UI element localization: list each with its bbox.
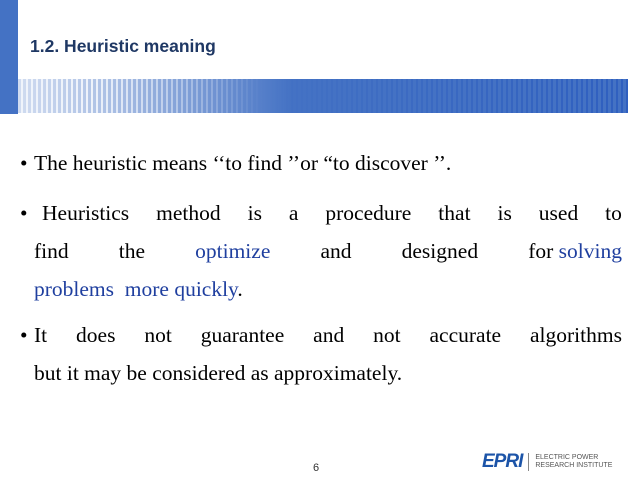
logo-text-line-2: RESEARCH INSTITUTE: [535, 462, 613, 469]
word: and: [320, 239, 352, 263]
solving-term: solving: [558, 239, 622, 263]
side-accent-bar: [0, 0, 18, 114]
bullet-1: [20, 144, 622, 182]
bullet-3: [20, 316, 622, 392]
word: a: [288, 201, 299, 225]
bullet-3-line-2: but it may be considered as approximately.: [34, 361, 403, 385]
word: does: [76, 323, 116, 347]
optimize-term: optimize: [195, 239, 271, 263]
word: and: [313, 323, 345, 347]
header-stripe-fade: [18, 79, 628, 113]
word: the: [118, 239, 146, 263]
word: for: [528, 239, 554, 263]
word: guarantee: [200, 323, 285, 347]
bullet-2-line-1: [34, 194, 622, 232]
word: that: [438, 201, 471, 225]
epri-logo: [482, 452, 612, 472]
bullet-1-text: The heuristic means ‘‘to find ’’or “to discover ’’.: [34, 151, 452, 175]
word: accurate: [429, 323, 502, 347]
bullet-2: [20, 194, 622, 308]
period: .: [237, 277, 243, 301]
word: used: [538, 201, 579, 225]
page-number: 6: [313, 462, 320, 474]
word: is: [497, 201, 512, 225]
word: procedure: [325, 201, 412, 225]
word: to: [605, 201, 622, 225]
logo-divider: [528, 453, 529, 471]
bullet-2-line-3: [34, 270, 622, 308]
more-quickly-term: problems more quickly: [34, 277, 238, 301]
word: Heuristics: [42, 201, 130, 225]
word: find: [34, 239, 69, 263]
bullet-2-line-2: [34, 232, 622, 270]
slide-title: 1.2. Heuristic meaning: [30, 36, 216, 56]
bullet-dot: •: [20, 201, 28, 225]
word: It: [34, 323, 48, 347]
word: not: [144, 323, 172, 347]
word: not: [373, 323, 401, 347]
bullet-dot: •: [20, 323, 28, 347]
logo-mark: EPRI: [482, 451, 523, 472]
logo-text: [535, 454, 612, 470]
bullet-3-line-1: [34, 316, 622, 354]
logo-text-line-1: ELECTRIC POWER: [535, 454, 599, 461]
word: is: [247, 201, 262, 225]
for-solving: [528, 232, 622, 270]
word: algorithms: [529, 323, 622, 347]
bullet-dot: •: [20, 151, 28, 175]
slide-content: [20, 144, 622, 400]
word: method: [156, 201, 221, 225]
word: designed: [401, 239, 479, 263]
